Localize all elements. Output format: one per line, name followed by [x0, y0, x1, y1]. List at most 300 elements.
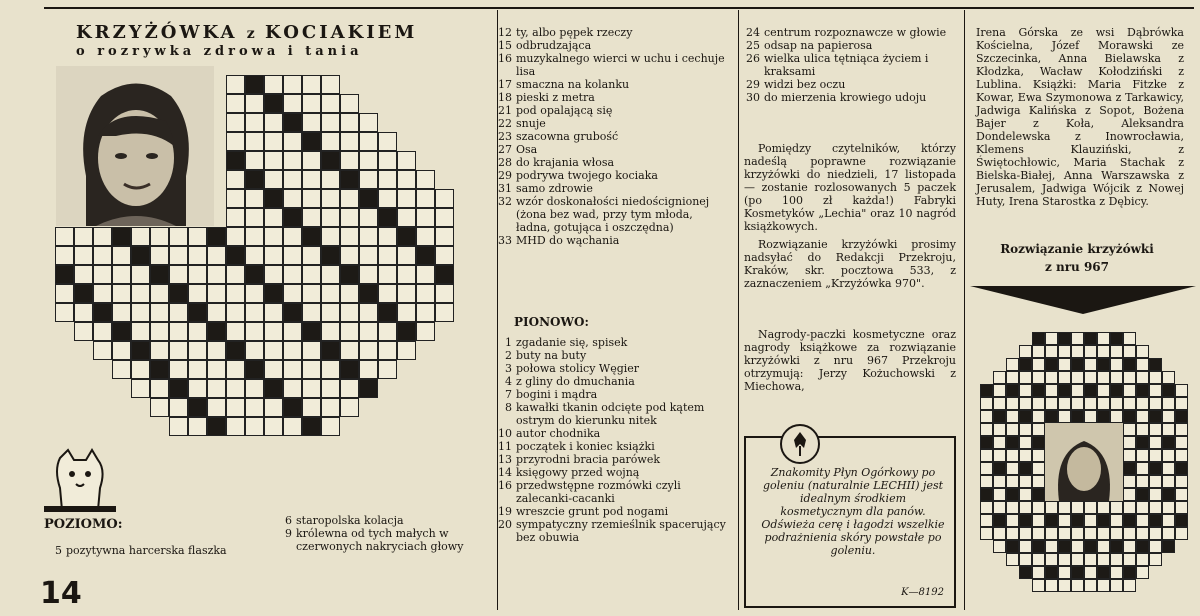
grid-cell [264, 398, 283, 417]
solution-cell [1110, 358, 1123, 371]
grid-cell [245, 303, 264, 322]
grid-cell [207, 284, 226, 303]
solution-cell [1006, 462, 1019, 475]
grid-cell [131, 246, 150, 265]
solution-cell [1032, 345, 1045, 358]
grid-cell [321, 170, 340, 189]
solution-cell [1084, 553, 1097, 566]
solution-cell [1019, 397, 1032, 410]
down-column-2 [742, 26, 956, 104]
across-heading: POZIOMO: [44, 517, 123, 532]
grid-cell [359, 265, 378, 284]
winners-list: Irena Górska ze wsi Dąbrówka Kościelna, Józef Morawski ze Szczecinka, Anna Bielawska z Kłodzka, Wacław Kołodziński z Lublina. Książki: Maria Fitzke z Kowar, Ewa Szymonowa z Tarkawicy, Jadwiga Kalińska z Sopot, Bożena Bajer z Koła, Aleksandra Dondelewska z Inowrocławia, Klemens Klauziński, z Świętochłowic, Maria Stachak z Bielska-Białej, Anna Warszawska z Jerusalem, Jadwiga Wójcik z Nowej Huty, Irena Starostka z Dębicy. [976, 26, 1184, 208]
grid-cell [93, 227, 112, 246]
solution-cell [1071, 397, 1084, 410]
grid-cell [226, 284, 245, 303]
solution-cell [1006, 488, 1019, 501]
clue-row [494, 362, 730, 375]
grid-cell [302, 227, 321, 246]
grid-cell [207, 379, 226, 398]
grid-cell [378, 341, 397, 360]
solution-cell [1019, 384, 1032, 397]
solution-grid [980, 332, 1192, 608]
solution-cell [1136, 384, 1149, 397]
grid-cell [321, 417, 340, 436]
grid-cell [321, 360, 340, 379]
clue-row [44, 544, 258, 557]
grid-cell [340, 113, 359, 132]
solution-cell [1058, 397, 1071, 410]
solution-cell [1071, 358, 1084, 371]
clue-number: 16 [498, 479, 512, 492]
grid-cell [264, 379, 283, 398]
grid-cell [150, 379, 169, 398]
grid-cell [207, 303, 226, 322]
grid-cell [245, 284, 264, 303]
solution-cell [1019, 436, 1032, 449]
grid-cell [283, 360, 302, 379]
clue-row [494, 375, 730, 388]
clue-row [494, 336, 730, 349]
clue-text: odbrudzająca [516, 39, 592, 52]
grid-cell [207, 265, 226, 284]
grid-cell [207, 322, 226, 341]
grid-cell [245, 94, 264, 113]
solution-cell [993, 514, 1006, 527]
grid-cell [245, 341, 264, 360]
grid-cell [150, 227, 169, 246]
solution-cell [1019, 501, 1032, 514]
grid-cell [359, 227, 378, 246]
solution-cell [1123, 475, 1136, 488]
solution-cell [1071, 501, 1084, 514]
solution-cell [1110, 332, 1123, 345]
solution-cell [1032, 423, 1045, 436]
grid-cell [302, 341, 321, 360]
solution-cell [1058, 579, 1071, 592]
clue-text: początek i koniec książki [516, 440, 655, 453]
grid-cell [416, 246, 435, 265]
across-column-1 [44, 544, 258, 557]
grid-cell [226, 398, 245, 417]
grid-cell [302, 303, 321, 322]
across-column-2 [274, 514, 484, 553]
grid-cell [226, 208, 245, 227]
solution-cell [1019, 553, 1032, 566]
grid-cell [55, 303, 74, 322]
grid-cell [397, 189, 416, 208]
clue-number: 24 [746, 26, 760, 39]
solution-cell [1136, 566, 1149, 579]
solution-cell [1084, 345, 1097, 358]
grid-cell [131, 227, 150, 246]
woman-photo [56, 66, 214, 226]
grid-cell [93, 284, 112, 303]
solution-cell [1123, 553, 1136, 566]
grid-cell [340, 265, 359, 284]
solution-cell [1019, 540, 1032, 553]
solution-cell [1032, 410, 1045, 423]
solution-cell [1006, 501, 1019, 514]
solution-cell [1071, 514, 1084, 527]
solution-cell [1110, 501, 1123, 514]
grid-cell [359, 113, 378, 132]
grid-cell [112, 227, 131, 246]
solution-cell [1006, 371, 1019, 384]
grid-cell [340, 360, 359, 379]
grid-cell [378, 132, 397, 151]
clue-row [494, 401, 730, 427]
solution-cell [1097, 371, 1110, 384]
solution-cell [1097, 384, 1110, 397]
solution-cell [1071, 553, 1084, 566]
solution-cell [1123, 449, 1136, 462]
clue-number: 26 [746, 52, 760, 65]
solution-cell [1045, 527, 1058, 540]
grid-cell [378, 303, 397, 322]
grid-cell [264, 246, 283, 265]
grid-cell [397, 265, 416, 284]
solution-cell [1149, 488, 1162, 501]
grid-cell [93, 265, 112, 284]
grid-cell [226, 113, 245, 132]
grid-cell [207, 227, 226, 246]
grid-cell [264, 417, 283, 436]
solution-cell [1097, 332, 1110, 345]
grid-cell [226, 170, 245, 189]
solution-cell [1175, 488, 1188, 501]
prize-paragraph: Pomiędzy czytelników, którzy nadeślą poprawne rozwiązanie krzyżówki do niedzieli, 17 listopada — zostanie rozlosowanych 5 paczek (po 100 zł każda!) Fabryki Kosmetyków „Lechia" oraz 10 nagród książkowych. [744, 142, 956, 233]
solution-cell [1058, 345, 1071, 358]
solution-cell [1032, 436, 1045, 449]
grid-cell [245, 417, 264, 436]
grid-cell [169, 322, 188, 341]
clue-text: sympatyczny rzemieślnik spacerujący bez obuwia [516, 518, 726, 544]
solution-cell [1006, 436, 1019, 449]
solution-cell [993, 540, 1006, 553]
solution-cell [1019, 358, 1032, 371]
solution-cell [1045, 579, 1058, 592]
grid-cell [74, 265, 93, 284]
clue-row [494, 117, 730, 130]
top-rule [44, 7, 1194, 9]
solution-cell [1162, 527, 1175, 540]
grid-cell [188, 246, 207, 265]
grid-cell [112, 265, 131, 284]
grid-cell [416, 208, 435, 227]
clue-row [494, 26, 730, 39]
clue-number: 3 [505, 362, 512, 375]
grid-cell [359, 170, 378, 189]
grid-cell [283, 379, 302, 398]
clue-number: 32 [498, 195, 512, 208]
grid-cell [169, 246, 188, 265]
solution-cell [1032, 371, 1045, 384]
solution-cell [1058, 501, 1071, 514]
grid-cell [74, 227, 93, 246]
grid-cell [93, 341, 112, 360]
clue-row [494, 143, 730, 156]
solution-cell [1019, 462, 1032, 475]
grid-cell [93, 246, 112, 265]
grid-cell [340, 284, 359, 303]
solution-cell [1045, 371, 1058, 384]
grid-cell [188, 341, 207, 360]
solution-cell [1045, 540, 1058, 553]
solution-cell [1149, 436, 1162, 449]
solution-cell [1123, 410, 1136, 423]
solution-cell [1136, 436, 1149, 449]
solution-cell [1162, 462, 1175, 475]
solution-cell [1097, 553, 1110, 566]
solution-cell [980, 475, 993, 488]
grid-cell [283, 227, 302, 246]
solution-cell [1175, 501, 1188, 514]
clue-text: wzór doskonałości niedoścignionej (żona bez wad, przy tym młoda, ładna, gotująca i oszczędna) [516, 195, 710, 234]
grid-cell [416, 189, 435, 208]
solution-cell [1097, 397, 1110, 410]
clue-row [494, 169, 730, 182]
solution-cell [1032, 566, 1045, 579]
solution-cell [1019, 345, 1032, 358]
grid-cell [435, 189, 454, 208]
clue-number: 22 [498, 117, 512, 130]
clue-number: 2 [505, 349, 512, 362]
solution-cell [1097, 345, 1110, 358]
clue-number: 27 [498, 143, 512, 156]
grid-cell [264, 265, 283, 284]
clue-number: 21 [498, 104, 512, 117]
grid-cell [74, 303, 93, 322]
grid-cell [245, 151, 264, 170]
solution-cell [1149, 397, 1162, 410]
solution-cell [1136, 371, 1149, 384]
grid-cell [188, 284, 207, 303]
grid-cell [321, 341, 340, 360]
clue-row [494, 427, 730, 440]
grid-cell [131, 303, 150, 322]
grid-cell [207, 360, 226, 379]
grid-cell [93, 303, 112, 322]
grid-cell [302, 189, 321, 208]
grid-cell [245, 379, 264, 398]
grid-cell [169, 398, 188, 417]
solution-cell [1045, 410, 1058, 423]
title-word-1: KRZYŻÓWKA [76, 22, 238, 43]
grid-cell [340, 189, 359, 208]
grid-cell [207, 398, 226, 417]
grid-cell [397, 246, 416, 265]
clue-row [494, 440, 730, 453]
grid-cell [188, 360, 207, 379]
clue-text: samo zdrowie [516, 182, 593, 195]
solution-cell [1006, 358, 1019, 371]
clue-row [494, 466, 730, 479]
across-column-3 [494, 26, 730, 247]
clue-row [494, 182, 730, 195]
grid-cell [359, 151, 378, 170]
solution-cell [1162, 475, 1175, 488]
solution-cell [1032, 514, 1045, 527]
grid-cell [264, 341, 283, 360]
clue-text: księgowy przed wojną [516, 466, 640, 479]
grid-cell [112, 246, 131, 265]
grid-cell [226, 417, 245, 436]
solution-cell [993, 384, 1006, 397]
clue-row [494, 349, 730, 362]
grid-cell [112, 303, 131, 322]
grid-cell [283, 151, 302, 170]
clue-number: 5 [55, 544, 62, 557]
solution-cell [993, 501, 1006, 514]
grid-cell [188, 417, 207, 436]
grid-cell [321, 113, 340, 132]
grid-cell [435, 208, 454, 227]
down-heading: PIONOWO: [514, 315, 589, 329]
grid-cell [321, 75, 340, 94]
solution-cell [1110, 553, 1123, 566]
solution-cell [1123, 384, 1136, 397]
clue-row [494, 479, 730, 505]
solution-cell [1084, 579, 1097, 592]
solution-cell [1019, 449, 1032, 462]
clue-text: wielka ulica tętniąca życiem i kraksami [764, 52, 929, 78]
solution-cell [980, 514, 993, 527]
grid-cell [264, 322, 283, 341]
clue-row [742, 52, 956, 78]
solution-cell [1175, 514, 1188, 527]
grid-cell [74, 246, 93, 265]
solution-cell [1006, 540, 1019, 553]
clue-text: bogini i mądra [516, 388, 598, 401]
solution-cell [1162, 423, 1175, 436]
solution-cell [1175, 449, 1188, 462]
grid-cell [302, 208, 321, 227]
grid-cell [245, 75, 264, 94]
clue-text: autor chodnika [516, 427, 601, 440]
solution-cell [980, 384, 993, 397]
grid-cell [55, 265, 74, 284]
grid-cell [416, 227, 435, 246]
solution-arrow [970, 286, 1196, 314]
grid-cell [283, 189, 302, 208]
grid-cell [150, 246, 169, 265]
solution-cell [1136, 449, 1149, 462]
grid-cell [150, 341, 169, 360]
grid-cell [150, 284, 169, 303]
solution-cell [1019, 423, 1032, 436]
solution-cell [1123, 488, 1136, 501]
grid-cell [340, 94, 359, 113]
grid-cell [435, 284, 454, 303]
solution-cell [993, 462, 1006, 475]
grid-cell [302, 398, 321, 417]
grid-cell [302, 322, 321, 341]
solution-cell [1123, 501, 1136, 514]
solution-cell [1149, 462, 1162, 475]
solution-cell [1084, 514, 1097, 527]
solution-cell [1097, 566, 1110, 579]
clue-row [742, 91, 956, 104]
clue-text: pieski z metra [516, 91, 595, 104]
solution-cell [1110, 540, 1123, 553]
grid-cell [264, 303, 283, 322]
solution-cell [1123, 540, 1136, 553]
grid-cell [416, 265, 435, 284]
grid-cell [340, 170, 359, 189]
grid-cell [131, 322, 150, 341]
clue-number: 23 [498, 130, 512, 143]
solution-heading-line-2: z nru 967 [1045, 260, 1109, 274]
clue-text: Osa [516, 143, 538, 156]
grid-cell [302, 379, 321, 398]
clue-row [494, 234, 730, 247]
title-word-2: z [246, 26, 256, 42]
solution-cell [980, 436, 993, 449]
grid-cell [340, 246, 359, 265]
grid-cell [283, 284, 302, 303]
clue-number: 17 [498, 78, 512, 91]
grid-cell [435, 227, 454, 246]
grid-cell [245, 322, 264, 341]
tulip-icon [780, 424, 820, 464]
grid-cell [283, 113, 302, 132]
grid-cell [359, 322, 378, 341]
grid-cell [150, 322, 169, 341]
solution-cell [1019, 527, 1032, 540]
clue-number: 15 [498, 39, 512, 52]
grid-cell [150, 303, 169, 322]
solution-cell [1045, 397, 1058, 410]
solution-cell [1136, 488, 1149, 501]
solution-cell [1006, 423, 1019, 436]
solution-cell [980, 397, 993, 410]
solution-cell [1123, 566, 1136, 579]
lechia-advert [744, 436, 956, 608]
solution-cell [1084, 410, 1097, 423]
solution-cell [1110, 527, 1123, 540]
solution-cell [1006, 527, 1019, 540]
solution-cell [1149, 501, 1162, 514]
grid-cell [112, 360, 131, 379]
clue-number: 7 [505, 388, 512, 401]
clue-text: MHD do wąchania [516, 234, 620, 247]
solution-cell [1019, 475, 1032, 488]
solution-cell [1110, 566, 1123, 579]
grid-cell [397, 303, 416, 322]
solution-cell [1032, 540, 1045, 553]
grid-cell [226, 360, 245, 379]
clue-row [494, 104, 730, 117]
solution-cell [980, 449, 993, 462]
clue-row [494, 156, 730, 169]
clue-row [494, 39, 730, 52]
clue-text: z gliny do dmuchania [516, 375, 635, 388]
grid-cell [302, 360, 321, 379]
grid-cell [188, 322, 207, 341]
grid-cell [169, 379, 188, 398]
solution-cell [1149, 553, 1162, 566]
solution-cell [1084, 358, 1097, 371]
grid-cell [188, 227, 207, 246]
solution-cell [1149, 423, 1162, 436]
grid-cell [321, 94, 340, 113]
grid-cell [226, 341, 245, 360]
solution-cell [980, 410, 993, 423]
solution-cell [1019, 566, 1032, 579]
solution-cell [993, 449, 1006, 462]
solution-cell [1097, 410, 1110, 423]
